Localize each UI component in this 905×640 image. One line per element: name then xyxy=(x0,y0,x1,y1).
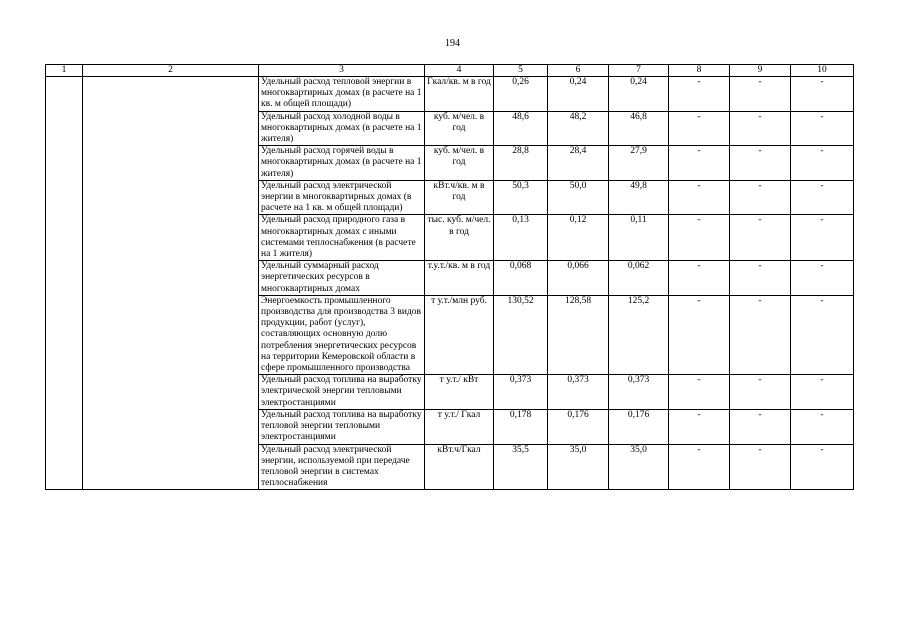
value-col6: 0,373 xyxy=(548,375,609,410)
value-col6: 0,12 xyxy=(548,215,609,261)
value-col8: - xyxy=(669,146,730,181)
header-col-3: 3 xyxy=(259,65,425,77)
indicator-cell: Удельный расход электрической энергии в многоквартирных домах (в расчете на 1 кв. м общей площади) xyxy=(259,180,425,215)
value-col7: 35,0 xyxy=(609,444,669,490)
value-col5: 0,178 xyxy=(494,409,548,444)
value-col5: 0,373 xyxy=(494,375,548,410)
value-col9: - xyxy=(730,146,791,181)
value-col7: 0,062 xyxy=(609,261,669,296)
value-col10: - xyxy=(791,375,854,410)
value-col8: - xyxy=(669,77,730,112)
unit-cell: Гкал/кв. м в год xyxy=(425,77,494,112)
value-col7: 0,24 xyxy=(609,77,669,112)
value-col10: - xyxy=(791,295,854,374)
value-col10: - xyxy=(791,111,854,146)
unit-cell: кВт.ч/кв. м в год xyxy=(425,180,494,215)
value-col6: 0,176 xyxy=(548,409,609,444)
value-col8: - xyxy=(669,111,730,146)
value-col6: 0,066 xyxy=(548,261,609,296)
value-col7: 27,9 xyxy=(609,146,669,181)
value-col9: - xyxy=(730,375,791,410)
header-col-7: 7 xyxy=(609,65,669,77)
value-col10: - xyxy=(791,77,854,112)
unit-cell: т.у.т./кв. м в год xyxy=(425,261,494,296)
unit-cell: кВт.ч/Гкал xyxy=(425,444,494,490)
value-col5: 130,52 xyxy=(494,295,548,374)
value-col7: 0,11 xyxy=(609,215,669,261)
value-col9: - xyxy=(730,215,791,261)
value-col5: 28,8 xyxy=(494,146,548,181)
value-col9: - xyxy=(730,77,791,112)
value-col6: 0,24 xyxy=(548,77,609,112)
indicators-table xyxy=(45,64,854,490)
value-col8: - xyxy=(669,261,730,296)
value-col5: 0,26 xyxy=(494,77,548,112)
value-col9: - xyxy=(730,261,791,296)
value-col9: - xyxy=(730,409,791,444)
header-col-10: 10 xyxy=(791,65,854,77)
header-col-8: 8 xyxy=(669,65,730,77)
unit-cell: куб. м/чел. в год xyxy=(425,146,494,181)
indicator-cell: Удельный расход электрической энергии, используемой при передаче тепловой энергии в системах теплоснабжения xyxy=(259,444,425,490)
value-col8: - xyxy=(669,375,730,410)
value-col5: 0,13 xyxy=(494,215,548,261)
header-col-5: 5 xyxy=(494,65,548,77)
page-number: 194 xyxy=(445,38,460,49)
value-col6: 50,0 xyxy=(548,180,609,215)
value-col10: - xyxy=(791,180,854,215)
value-col10: - xyxy=(791,146,854,181)
value-col5: 35,5 xyxy=(494,444,548,490)
indicator-cell: Удельный суммарный расход энергетических ресурсов в многоквартирных домах xyxy=(259,261,425,296)
value-col7: 125,2 xyxy=(609,295,669,374)
unit-cell: тыс. куб. м/чел. в год xyxy=(425,215,494,261)
value-col10: - xyxy=(791,409,854,444)
value-col6: 48,2 xyxy=(548,111,609,146)
value-col7: 49,8 xyxy=(609,180,669,215)
value-col7: 0,373 xyxy=(609,375,669,410)
value-col9: - xyxy=(730,444,791,490)
value-col10: - xyxy=(791,261,854,296)
header-col-9: 9 xyxy=(730,65,791,77)
indicator-cell: Удельный расход топлива на выработку тепловой энергии тепловыми электростанциями xyxy=(259,409,425,444)
indicator-cell: Удельный расход холодной воды в многоквартирных домах (в расчете на 1 жителя) xyxy=(259,111,425,146)
value-col9: - xyxy=(730,295,791,374)
unit-cell: куб. м/чел. в год xyxy=(425,111,494,146)
indicator-cell: Энергоемкость промышленного производства для производства 3 видов продукции, работ (услуг), составляющих основную долю потребления энергетических ресурсов на территории Кемеровской области в сфере промышленного производства xyxy=(259,295,425,374)
value-col7: 0,176 xyxy=(609,409,669,444)
value-col8: - xyxy=(669,180,730,215)
value-col5: 50,3 xyxy=(494,180,548,215)
value-col8: - xyxy=(669,215,730,261)
value-col8: - xyxy=(669,444,730,490)
cell-col1 xyxy=(46,77,83,490)
value-col7: 46,8 xyxy=(609,111,669,146)
header-col-2: 2 xyxy=(83,65,259,77)
table-row xyxy=(46,77,854,112)
indicator-cell: Удельный расход тепловой энергии в многоквартирных домах (в расчете на 1 кв. м общей площади) xyxy=(259,77,425,112)
indicator-cell: Удельный расход горячей воды в многоквартирных домах (в расчете на 1 жителя) xyxy=(259,146,425,181)
value-col6: 35,0 xyxy=(548,444,609,490)
value-col8: - xyxy=(669,295,730,374)
header-col-1: 1 xyxy=(46,65,83,77)
value-col5: 48,6 xyxy=(494,111,548,146)
indicator-cell: Удельный расход природного газа в многоквартирных домах с иными системами теплоснабжения (в расчете на 1 жителя) xyxy=(259,215,425,261)
value-col5: 0,068 xyxy=(494,261,548,296)
cell-col2 xyxy=(83,77,259,490)
indicator-cell: Удельный расход топлива на выработку электрической энергии тепловыми электростанциями xyxy=(259,375,425,410)
value-col10: - xyxy=(791,215,854,261)
value-col8: - xyxy=(669,409,730,444)
value-col6: 128,58 xyxy=(548,295,609,374)
header-col-4: 4 xyxy=(425,65,494,77)
unit-cell: т у.т./ Гкал xyxy=(425,409,494,444)
unit-cell: т у.т./млн руб. xyxy=(425,295,494,374)
value-col6: 28,4 xyxy=(548,146,609,181)
header-col-6: 6 xyxy=(548,65,609,77)
unit-cell: т у.т./ кВт xyxy=(425,375,494,410)
table-header xyxy=(46,65,854,77)
value-col9: - xyxy=(730,180,791,215)
value-col10: - xyxy=(791,444,854,490)
value-col9: - xyxy=(730,111,791,146)
